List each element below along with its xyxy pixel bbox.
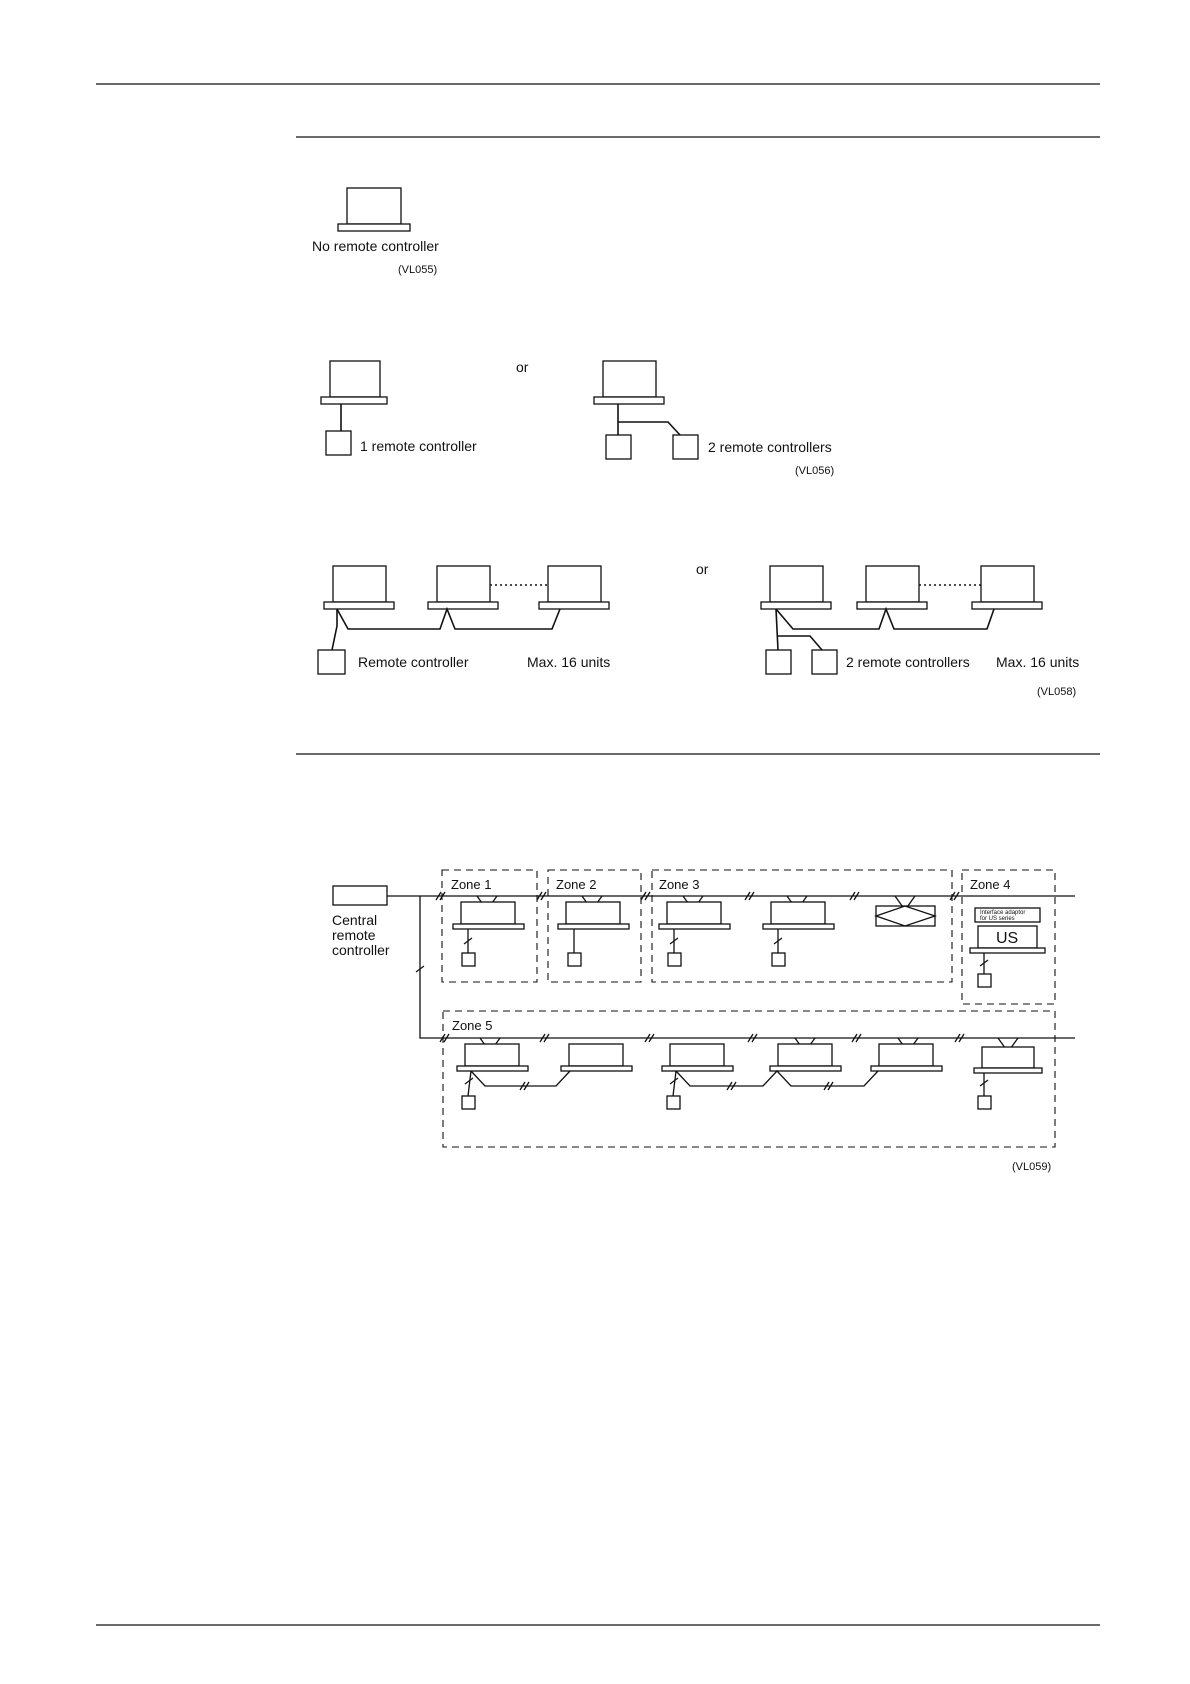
indoor-unit-panel <box>321 397 387 404</box>
no-remote-label: No remote controller <box>312 238 439 254</box>
diagram-group-two-remotes <box>761 566 1079 698</box>
or-label-section3: or <box>696 561 709 577</box>
remote-controller-box-1 <box>766 650 791 674</box>
zone-5-unit-6-panel <box>974 1068 1042 1073</box>
remote-controller-label: Remote controller <box>358 654 469 670</box>
group-wire <box>776 609 994 629</box>
diagram-central-control <box>332 870 1075 1173</box>
indoor-unit-body <box>347 188 401 224</box>
indoor-unit-panel-2 <box>428 602 498 609</box>
zone-4-remote-box <box>978 974 991 987</box>
two-remotes-label: 2 remote controllers <box>708 439 832 455</box>
indoor-unit-body-2 <box>866 566 919 602</box>
diagram-group-one-remote <box>318 566 610 674</box>
zone-3-remote-box-1 <box>668 953 681 966</box>
diagram-code-vl059: (VL059) <box>1012 1161 1052 1173</box>
zone-3-unit-1-body <box>667 902 721 924</box>
diagram-code-vl056: (VL056) <box>795 465 835 477</box>
remote-controller-box-1 <box>606 435 631 459</box>
one-remote-label: 1 remote controller <box>360 438 477 454</box>
zone-5-unit-5-panel <box>871 1066 942 1071</box>
remote-controller-box <box>326 431 351 455</box>
zone-3-unit-2-panel <box>763 924 834 929</box>
zone-5-unit-2-body <box>569 1044 623 1066</box>
indoor-unit-panel-3 <box>972 602 1042 609</box>
indoor-unit-panel <box>338 224 410 231</box>
us-unit-label: US <box>996 930 1019 947</box>
zone-5-remote-box-b <box>667 1096 680 1109</box>
zone-5-boundary <box>443 1011 1055 1147</box>
zone-3-remote-box-2 <box>772 953 785 966</box>
zone-5-unit-3-body <box>670 1044 724 1066</box>
zone-5-label: Zone 5 <box>452 1018 493 1033</box>
interface-adaptor-line2: for US series <box>980 916 1015 922</box>
zone-1-unit-panel <box>453 924 524 929</box>
remote-controller-box <box>318 650 345 674</box>
interface-adaptor-line1: Interface adaptor <box>980 910 1026 916</box>
group-wire <box>337 609 560 629</box>
remote-wire <box>776 609 778 650</box>
zone-1-remote-box <box>462 953 475 966</box>
remote-wire <box>332 609 337 650</box>
two-remotes-label: 2 remote controllers <box>846 654 970 670</box>
zone-2-unit-body <box>566 902 620 924</box>
zone-5-remote-box-c <box>978 1096 991 1109</box>
zone-2-unit-panel <box>558 924 629 929</box>
zone-3-label: Zone 3 <box>659 877 700 892</box>
zone-5-unit-5-body <box>879 1044 933 1066</box>
indoor-unit-body-1 <box>770 566 823 602</box>
zone-5-unit-1-panel <box>457 1066 528 1071</box>
diagram-no-remote <box>312 188 439 276</box>
zone-3-unit-2-body <box>771 902 825 924</box>
indoor-unit-body-3 <box>548 566 601 602</box>
zone-5-group-wire-a <box>471 1071 570 1086</box>
max-units-label-right: Max. 16 units <box>996 654 1080 670</box>
zone-5-unit-3-panel <box>662 1066 733 1071</box>
central-label-line1: Central <box>332 912 378 928</box>
remote-controller-box-2 <box>812 650 837 674</box>
indoor-unit-body-1 <box>333 566 386 602</box>
or-label-section2: or <box>516 359 529 375</box>
indoor-unit-panel <box>594 397 664 404</box>
central-remote-controller-box <box>333 886 387 905</box>
zone-1-label: Zone 1 <box>451 877 492 892</box>
indoor-unit-panel-1 <box>324 602 394 609</box>
zone-5-unit-1-body <box>465 1044 519 1066</box>
us-unit-panel <box>970 948 1045 953</box>
zone-5-unit-4-panel <box>770 1066 841 1071</box>
diagram-one-remote <box>321 361 477 455</box>
zone-5-remote-wire-b <box>673 1071 676 1096</box>
remote-wire-branch <box>778 636 822 650</box>
diagram-code-vl055: (VL055) <box>398 264 438 276</box>
indoor-unit-body <box>330 361 380 397</box>
zone-5-unit-6-body <box>982 1047 1034 1068</box>
zone-3-unit-1-panel <box>659 924 730 929</box>
diagram-code-vl058: (VL058) <box>1037 686 1077 698</box>
zone-2-remote-box <box>568 953 581 966</box>
remote-controller-box-2 <box>673 435 698 459</box>
zone-5-unit-2-panel <box>561 1066 632 1071</box>
zone-5-group-wire-b <box>676 1071 878 1086</box>
zone-1-unit-body <box>461 902 515 924</box>
indoor-unit-body <box>603 361 656 397</box>
zone-5-unit-4-body <box>778 1044 832 1066</box>
zone-5-remote-box-a <box>462 1096 475 1109</box>
central-label-line2: remote <box>332 927 376 943</box>
indoor-unit-body-3 <box>981 566 1034 602</box>
indoor-unit-panel-1 <box>761 602 831 609</box>
central-label-line3: controller <box>332 942 390 958</box>
diagram-two-remotes <box>594 361 834 477</box>
indoor-unit-panel-3 <box>539 602 609 609</box>
zone-2-label: Zone 2 <box>556 877 597 892</box>
zone-5-remote-wire-a <box>468 1071 471 1096</box>
remote-wire-branch <box>618 422 680 435</box>
indoor-unit-body-2 <box>437 566 490 602</box>
zone-4-label: Zone 4 <box>970 877 1011 892</box>
indoor-unit-panel-2 <box>857 602 927 609</box>
max-units-label-left: Max. 16 units <box>527 654 611 670</box>
zone-3-ventilation-unit <box>876 906 935 926</box>
